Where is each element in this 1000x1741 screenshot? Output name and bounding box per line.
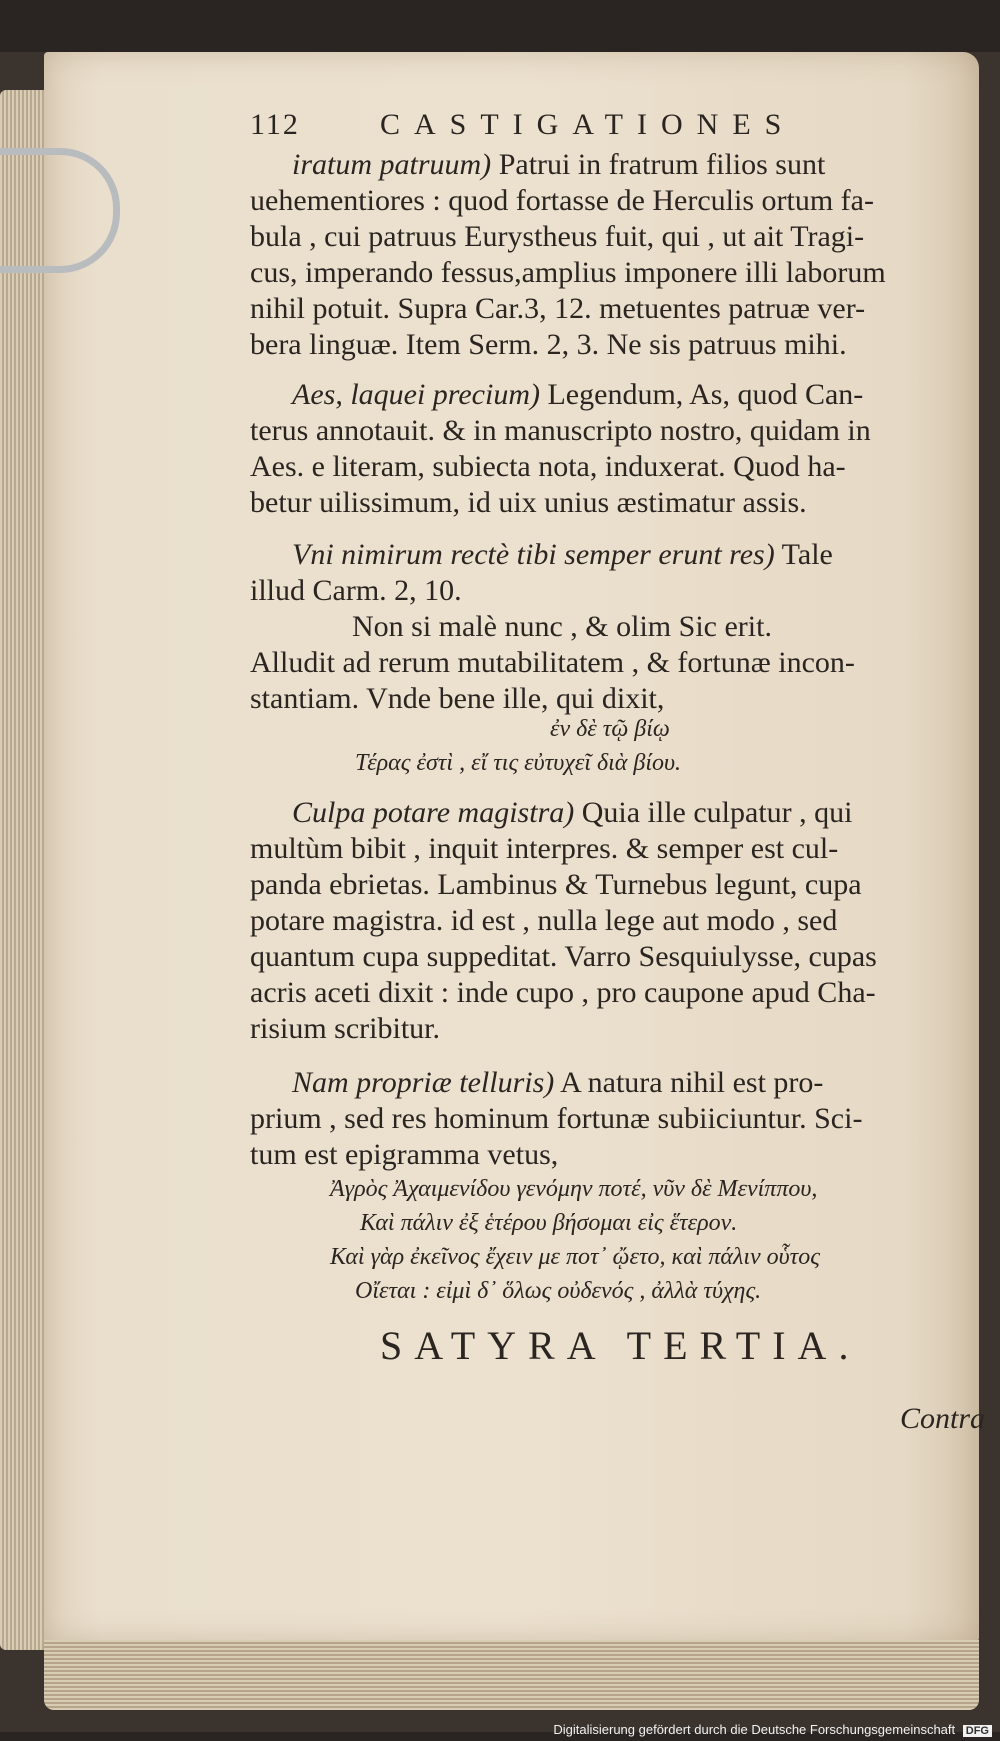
page-header [250, 108, 796, 142]
text-line: terus annotauit. & in manuscripto nostro, quidam in [250, 414, 871, 447]
lemma: iratum patruum) [292, 148, 492, 181]
text-line: betur uilissimum, id uix unius æstimatur assis. [250, 486, 807, 519]
text-line: prium , sed res hominum fortunæ subiiciuntur. Sci- [250, 1102, 863, 1135]
text-line: multùm bibit , inquit interpres. & semper est cul- [250, 832, 839, 865]
page-number: 112 [250, 108, 300, 141]
dfg-logo: DFG [963, 1725, 992, 1737]
greek-line: Καὶ γὰρ ἐκεῖνος ἔχειν με ποτ᾽ ᾤετο, καὶ πάλιν οὗτος [330, 1244, 821, 1270]
text-line: uehementiores : quod fortasse de Herculis ortum fa- [250, 184, 874, 217]
running-title: CASTIGATIONES [380, 108, 796, 141]
lemma: Vni nimirum rectè tibi semper erunt res) [292, 538, 775, 571]
section-title: SATYRA TERTIA. [380, 1323, 861, 1368]
text-line: Nam propriæ telluris) A natura nihil est pro- [292, 1066, 824, 1099]
text-line: Aes, laquei precium) Legendum, As, quod Can- [292, 378, 864, 411]
text-line: risium scribitur. [250, 1012, 440, 1045]
greek-line: ἐν δὲ τῷ βίῳ [550, 716, 670, 742]
quoted-verse: Non si malè nunc , & olim Sic erit. [352, 610, 772, 643]
greek-line: Τέρας ἐστὶ , εἴ τις εὐτυχεῖ διὰ βίου. [355, 750, 682, 776]
text-line: quantum cupa suppeditat. Varro Sesquiulysse, cupas [250, 940, 877, 973]
lemma: Nam propriæ telluris) [292, 1066, 555, 1099]
text-line: tum est epigramma vetus, [250, 1138, 559, 1171]
text-line: illud Carm. 2, 10. [250, 574, 462, 607]
text-line: cus, imperando fessus,amplius imponere illi laborum [250, 256, 886, 289]
text-line: acris aceti dixit : inde cupo , pro caupone apud Cha- [250, 976, 876, 1009]
text-line: iratum patruum) Patrui in fratrum filios sunt [292, 148, 826, 181]
text-line: nihil potuit. Supra Car.3, 12. metuentes patruæ ver- [250, 292, 866, 325]
text-line: stantiam. Vnde bene ille, qui dixit, [250, 682, 665, 715]
text-line: bula , cui patruus Eurystheus fuit, qui , ut ait Tragi- [250, 220, 865, 253]
greek-line: Οἴεται : εἰμὶ δ᾽ ὅλως οὐδενός , ἀλλὰ τύχης. [355, 1278, 762, 1304]
lemma: Aes, laquei precium) [292, 378, 540, 411]
greek-line: Ἀγρὸς Ἀχαιμενίδου γενόμην ποτέ, νῦν δὲ Μενίππου, [330, 1176, 818, 1202]
text-line: potare magistra. id est , nulla lege aut modo , sed [250, 904, 838, 937]
catchword: Contra [900, 1402, 986, 1435]
text-line: Alludit ad rerum mutabilitatem , & fortunæ incon- [250, 646, 855, 679]
greek-line: Καὶ πάλιν ἐξ ἑτέρου βήσομαι εἰς ἕτερον. [360, 1210, 738, 1236]
digitization-credit [553, 1722, 992, 1737]
lemma: Culpa potare magistra) [292, 796, 575, 829]
text-line: panda ebrietas. Lambinus & Turnebus legunt, cupa [250, 868, 862, 901]
credit-text: Digitalisierung gefördert durch die Deutsche Forschungsgemeinschaft [553, 1722, 956, 1737]
text-line: Aes. e literam, subiecta nota, induxerat. Quod ha- [250, 450, 846, 483]
text-line: bera linguæ. Item Serm. 2, 3. Ne sis patruus mihi. [250, 328, 847, 361]
text-line: Culpa potare magistra) Quia ille culpatur , qui [292, 796, 853, 829]
text-line: Vni nimirum rectè tibi semper erunt res) Tale [292, 538, 833, 571]
